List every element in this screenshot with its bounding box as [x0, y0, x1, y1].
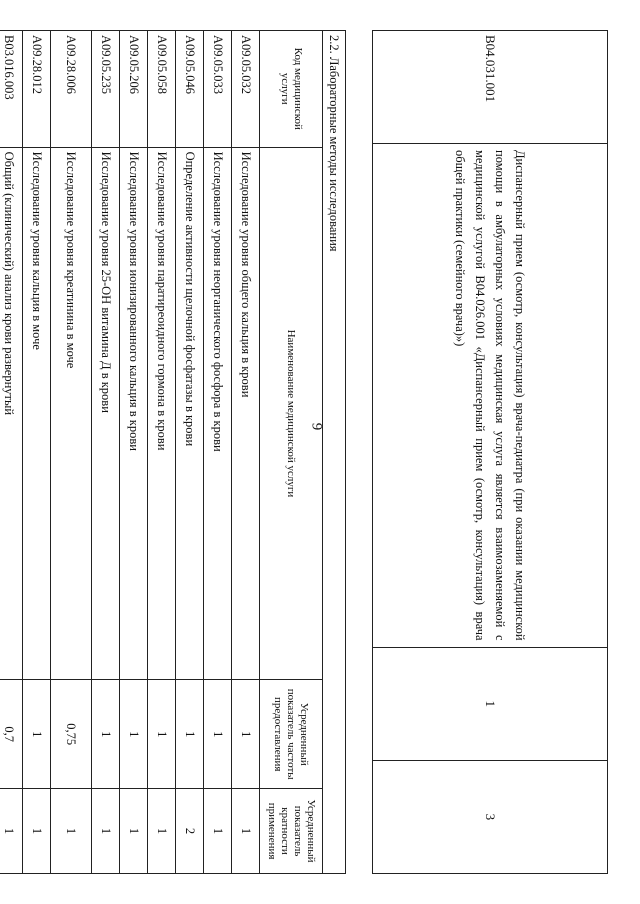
table-row — [373, 31, 608, 874]
table-row — [204, 31, 232, 874]
multiplicity-cell: 1 — [92, 789, 120, 874]
table-row — [232, 31, 260, 874]
code-cell: A09.05.058 — [148, 31, 176, 148]
rotated-content — [2, 30, 608, 874]
frequency-cell: 1 — [176, 680, 204, 789]
name-cell: Общий (клинический) анализ крови развернутый — [0, 147, 23, 680]
code-cell: A09.05.032 — [232, 31, 260, 148]
table-row — [120, 31, 148, 874]
name-cell: Исследование уровня креатинина в моче — [51, 147, 92, 680]
code-cell: A09.05.206 — [120, 31, 148, 148]
header-multiplicity: Усредненный показатель кратности применения — [260, 789, 323, 874]
multiplicity-cell: 1 — [23, 789, 51, 874]
frequency-cell: 1 — [120, 680, 148, 789]
multiplicity-cell: 2 — [176, 789, 204, 874]
frequency-cell: 0,75 — [51, 680, 92, 789]
frequency-cell: 1 — [92, 680, 120, 789]
multiplicity-cell: 1 — [120, 789, 148, 874]
multiplicity-cell: 3 — [373, 760, 608, 873]
top-table — [372, 30, 608, 874]
section-title: 2.2. Лабораторные методы исследования — [323, 31, 346, 874]
service-name-cell: Диспансерный прием (осмотр, консультация) врача-педиатра (при оказании медицинской помощи в амбулаторных условиях медицинская услуга является взаимозаменяемой с медицинской услугой B04.026.001 «Диспансерный прием (осмотр, консультация) врача общей практики (семейного врача)») — [373, 144, 608, 648]
name-cell: Исследование уровня кальция в моче — [23, 147, 51, 680]
table-row — [92, 31, 120, 874]
name-cell: Исследование уровня ионизированного кальция в крови — [120, 147, 148, 680]
page-number: 9 — [308, 422, 325, 431]
frequency-cell: 1 — [373, 647, 608, 760]
name-cell: Исследование уровня неорганического фосфора в крови — [204, 147, 232, 680]
header-code: Код медицинской услуги — [260, 31, 323, 148]
name-cell: Исследование уровня общего кальция в крови — [232, 147, 260, 680]
code-cell: A09.28.012 — [23, 31, 51, 148]
header-row — [260, 31, 323, 874]
table-row — [176, 31, 204, 874]
table-row — [0, 31, 23, 874]
multiplicity-cell: 1 — [204, 789, 232, 874]
code-cell: A09.05.046 — [176, 31, 204, 148]
section-row — [323, 31, 346, 874]
multiplicity-cell: 1 — [232, 789, 260, 874]
multiplicity-cell: 1 — [148, 789, 176, 874]
table-row — [148, 31, 176, 874]
code-cell: A09.05.235 — [92, 31, 120, 148]
multiplicity-cell: 1 — [0, 789, 23, 874]
name-cell: Исследование уровня паратиреоидного гормона в крови — [148, 147, 176, 680]
service-code-cell: B04.031.001 — [373, 31, 608, 144]
table-row — [51, 31, 92, 874]
frequency-cell: 1 — [204, 680, 232, 789]
table-row — [23, 31, 51, 874]
header-name: Наименование медицинской услуги — [260, 147, 323, 680]
code-cell: A09.28.006 — [51, 31, 92, 148]
code-cell: B03.016.003 — [0, 31, 23, 148]
header-frequency: Усредненный показатель частоты предоставления — [260, 680, 323, 789]
multiplicity-cell: 1 — [51, 789, 92, 874]
frequency-cell: 1 — [148, 680, 176, 789]
name-cell: Исследование уровня 25-ОН витамина Д в крови — [92, 147, 120, 680]
lab-methods-table — [0, 30, 346, 874]
name-cell: Определение активности щелочной фосфатазы в крови — [176, 147, 204, 680]
frequency-cell: 1 — [23, 680, 51, 789]
frequency-cell: 0,7 — [0, 680, 23, 789]
code-cell: A09.05.033 — [204, 31, 232, 148]
frequency-cell: 1 — [232, 680, 260, 789]
